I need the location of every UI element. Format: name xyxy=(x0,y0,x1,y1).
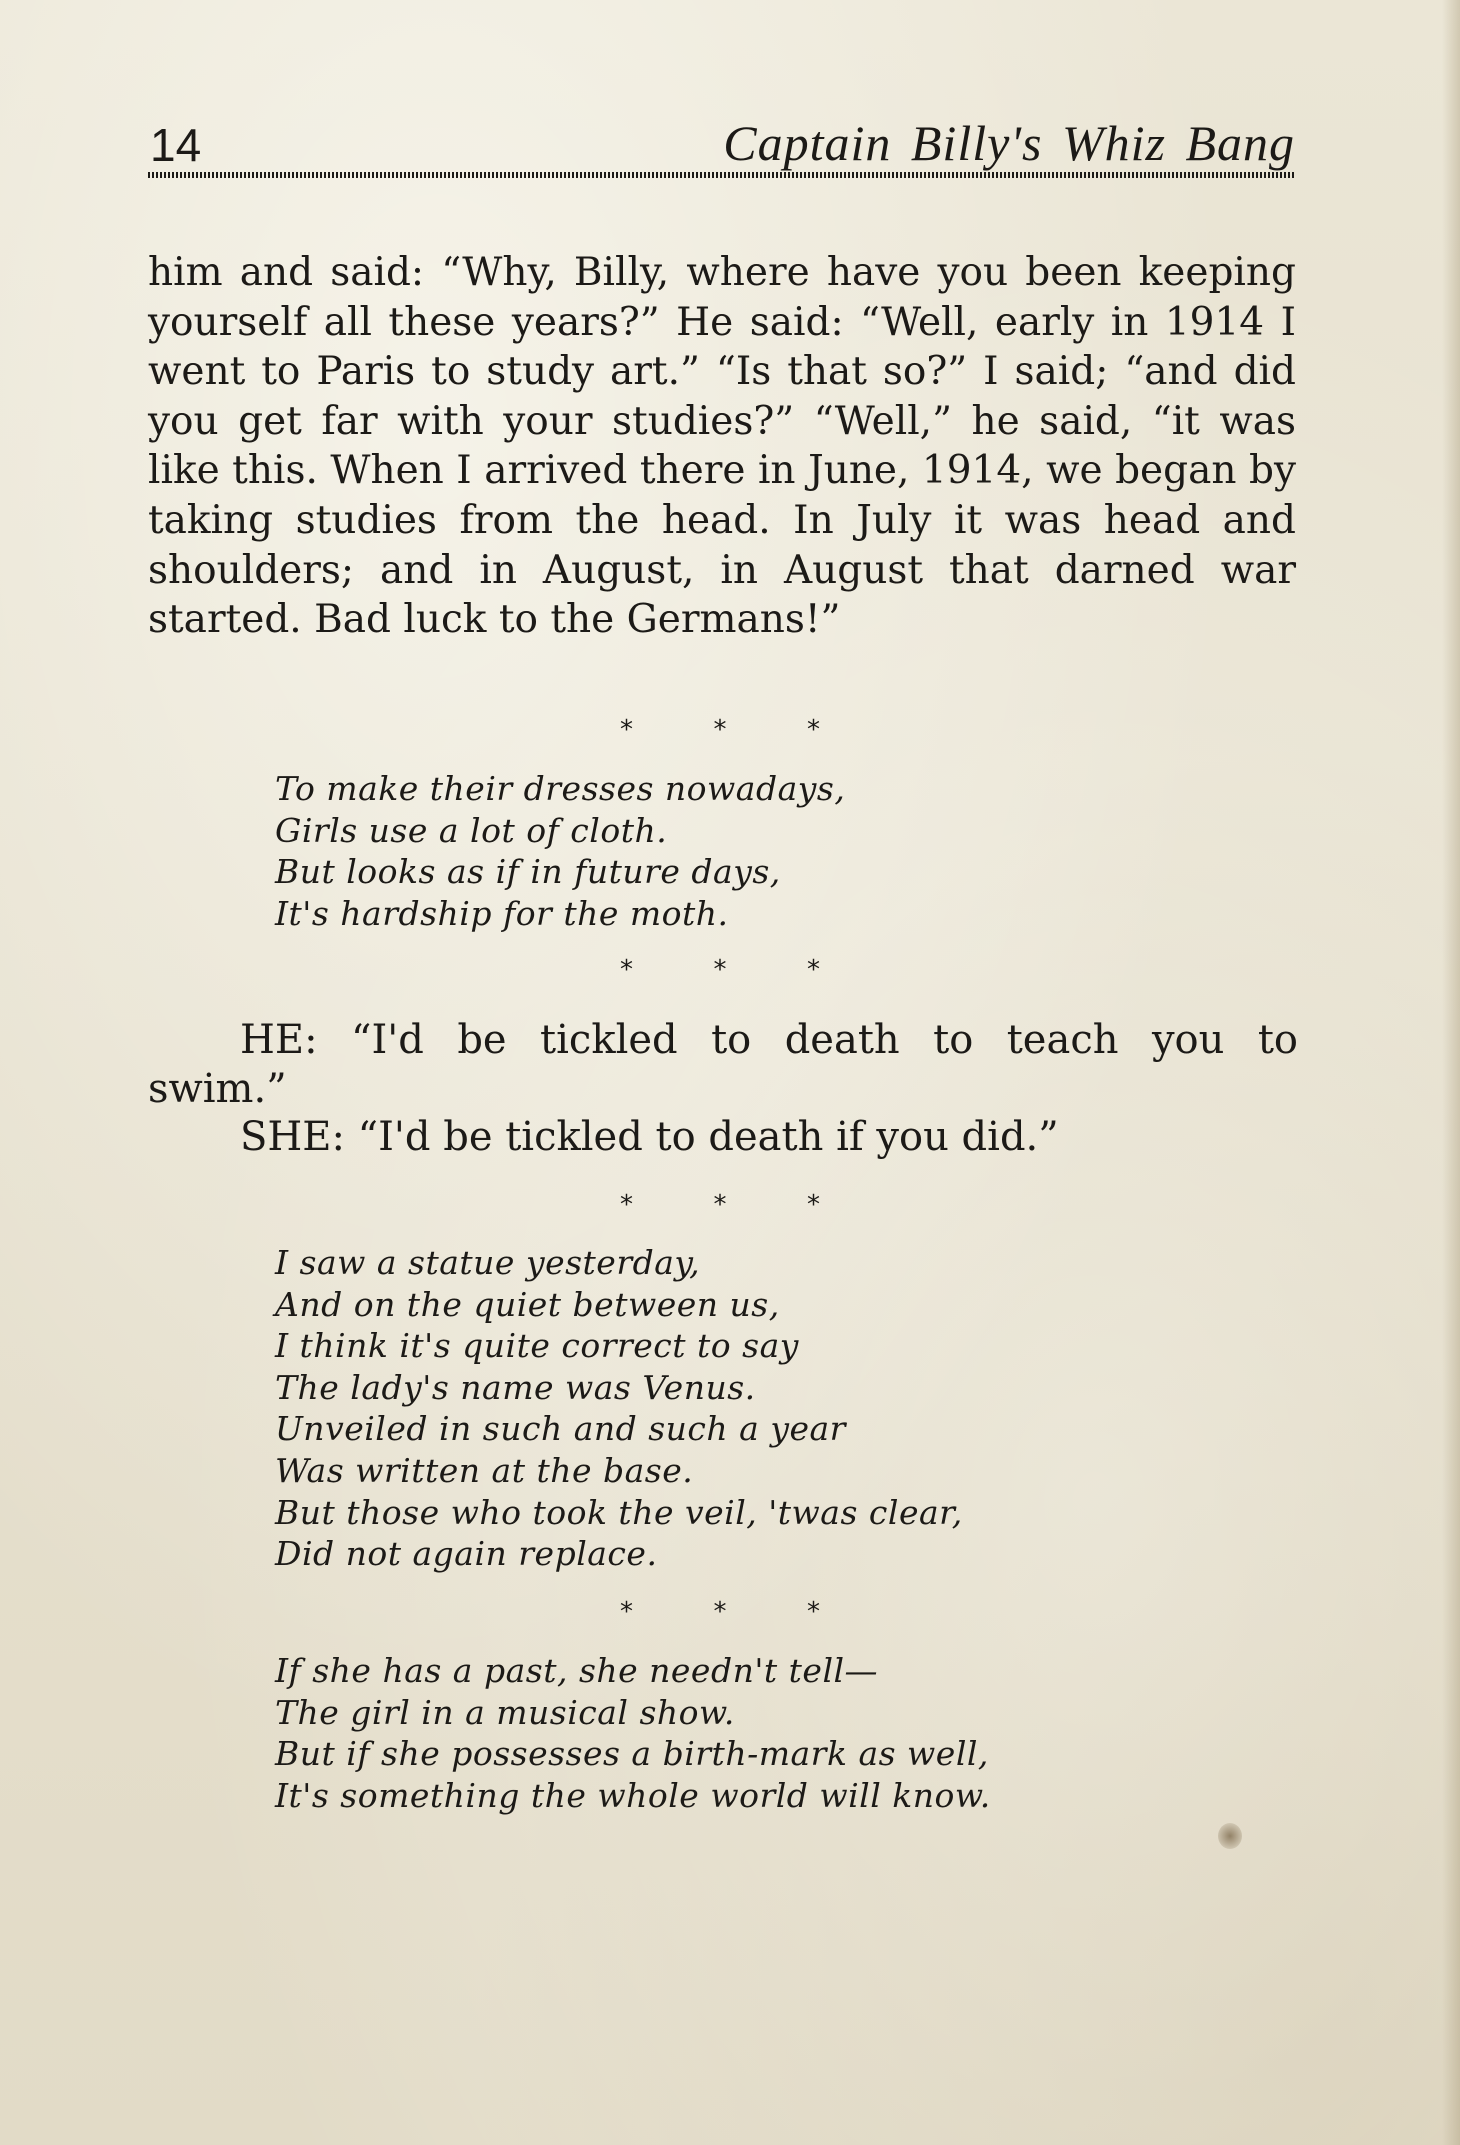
verse-line: Unveiled in such and such a year xyxy=(275,1409,846,1449)
ink-spot xyxy=(1218,1823,1242,1849)
separator-2 xyxy=(620,955,820,985)
verse-line: Girls use a lot of cloth. xyxy=(275,810,668,850)
separator-star: * xyxy=(807,1597,820,1627)
separator-1 xyxy=(620,715,820,745)
separator-star: * xyxy=(807,1190,820,1220)
page-header xyxy=(150,112,1295,172)
verse-line: It's something the whole world will know. xyxy=(275,1775,991,1815)
verse-line: It's hardship for the moth. xyxy=(275,893,729,933)
separator-star: * xyxy=(713,955,727,985)
separator-star: * xyxy=(807,955,820,985)
verse-line: The girl in a musical show. xyxy=(275,1692,735,1732)
verse-line: But looks as if in future days, xyxy=(275,852,781,892)
page-edge-shadow xyxy=(1442,0,1460,2145)
separator-star: * xyxy=(620,1190,633,1220)
verse-birthmark xyxy=(275,1650,1175,1816)
header-rule xyxy=(148,172,1296,178)
separator-star: * xyxy=(620,955,633,985)
verse-line: But those who took the veil, 'twas clear, xyxy=(275,1492,963,1532)
verse-line: If she has a past, she needn't tell— xyxy=(275,1651,879,1690)
verse-line: And on the quiet between us, xyxy=(275,1284,780,1324)
verse-venus xyxy=(275,1242,1175,1575)
separator-star: * xyxy=(620,1597,633,1627)
verse-line: The lady's name was Venus. xyxy=(275,1367,756,1407)
verse-line: Did not again replace. xyxy=(275,1534,658,1574)
verse-line: But if she possesses a birth-mark as well, xyxy=(275,1734,989,1774)
page-number: 14 xyxy=(150,119,202,171)
verse-line: I saw a statue yesterday, xyxy=(275,1243,701,1282)
separator-star: * xyxy=(807,715,820,745)
dialogue-she: SHE: “I'd be tickled to death if you did.” xyxy=(240,1114,1059,1160)
verse-line: I think it's quite correct to say xyxy=(275,1326,799,1366)
verse-line: To make their dresses nowadays, xyxy=(275,769,846,808)
separator-star: * xyxy=(713,1190,727,1220)
separator-star: * xyxy=(713,1597,727,1627)
prose-paragraph: him and said: “Why, Billy, where have you been keeping yourself all these years?” He said: “Well, early in 1914 I went to Paris to study art.” “Is that so?” I said; “and did you get far with your studies?” “Well,” he said, “it was like this. When I arrived there in June, 1914, we began by taking studies from the head. In July it was head and shoulders; and in August, in August that darned war started. Bad luck to the Germans!” xyxy=(148,250,1296,643)
separator-3 xyxy=(620,1190,820,1220)
verse-line: Was written at the base. xyxy=(275,1450,694,1490)
separator-star: * xyxy=(620,715,633,745)
separator-4 xyxy=(620,1597,820,1627)
dialogue-he: HE: “I'd be tickled to death to teach you to swim.” xyxy=(148,1017,1298,1112)
running-title: Captain Billy's Whiz Bang xyxy=(723,115,1295,171)
verse-moth xyxy=(275,768,1175,934)
separator-star: * xyxy=(713,715,727,745)
